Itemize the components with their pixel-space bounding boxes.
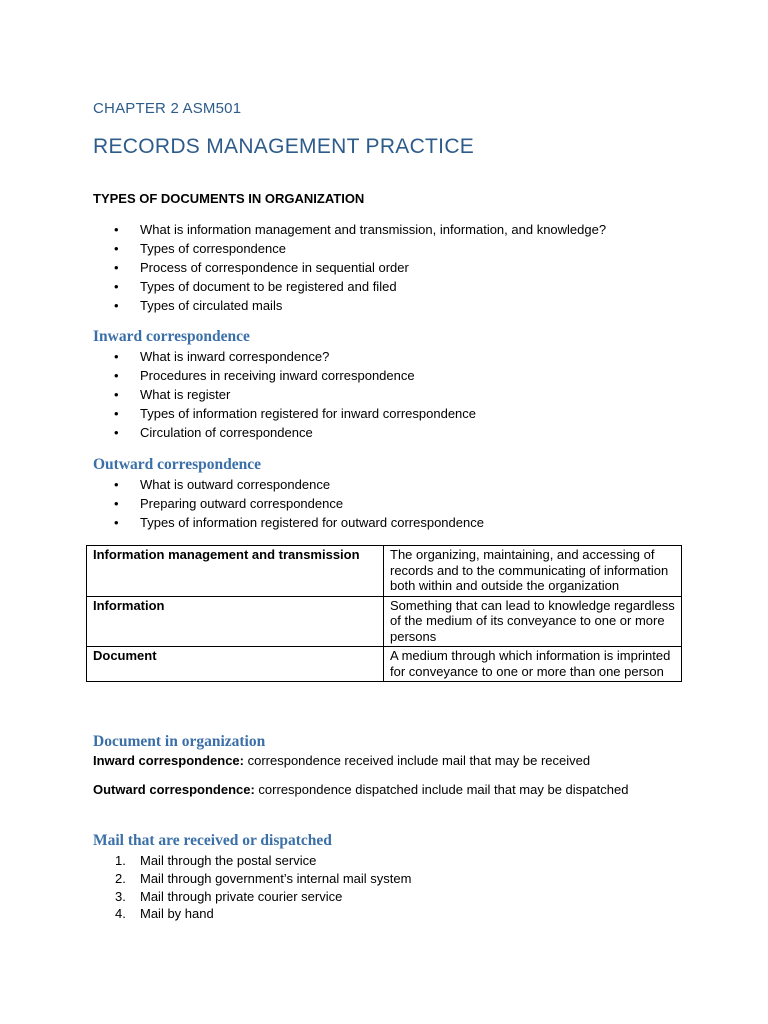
table-row — [87, 647, 682, 682]
item-number: 4. — [115, 906, 126, 921]
mail-heading: Mail that are received or dispatched — [93, 832, 332, 849]
list-item: • Circulation of correspondence — [93, 423, 476, 442]
inward-list — [93, 347, 476, 442]
list-item: • Preparing outward correspondence — [93, 494, 484, 513]
item-number: 2. — [115, 871, 126, 886]
list-item: • Procedures in receiving inward correspondence — [93, 366, 476, 385]
list-item: • What is outward correspondence — [93, 475, 484, 494]
list-item — [93, 888, 411, 906]
item-number: 3. — [115, 888, 126, 904]
item-text: Mail through the postal service — [140, 853, 317, 868]
list-item — [93, 905, 411, 923]
term-cell: Information — [87, 596, 384, 647]
inward-definition-paragraph — [93, 752, 653, 770]
item-text: Mail through private courier service — [140, 888, 343, 904]
list-item: • Process of correspondence in sequential order — [93, 258, 606, 277]
term-cell: Information management and transmission — [87, 546, 384, 597]
list-item: • Types of document to be registered and filed — [93, 277, 606, 296]
list-item: • What is inward correspondence? — [93, 347, 476, 366]
item-text: Mail through government’s internal mail system — [140, 871, 412, 886]
list-item: • Types of circulated mails — [93, 296, 606, 315]
item-number: 1. — [115, 853, 126, 868]
doc-in-org-heading: Document in organization — [93, 733, 266, 750]
inward-heading: Inward correspondence — [93, 328, 250, 345]
mail-list — [93, 851, 411, 923]
definition-cell: Something that can lead to knowledge regardless of the medium of its conveyance to one or more persons — [384, 596, 682, 647]
list-item — [93, 851, 411, 870]
table-row — [87, 596, 682, 647]
list-item: • Types of information registered for outward correspondence — [93, 513, 484, 532]
inward-text: correspondence received include mail that may be received — [243, 753, 591, 768]
outward-label: Outward correspondence: — [93, 782, 255, 797]
table-row — [87, 546, 682, 597]
definition-cell: The organizing, maintaining, and accessing of records and to the communicating of information both within and outside the organization — [384, 546, 682, 597]
list-item — [93, 870, 411, 888]
list-item: • What is information management and transmission, information, and knowledge? — [93, 220, 606, 239]
inward-label: Inward correspondence: — [93, 753, 244, 768]
intro-list — [93, 220, 606, 315]
outward-list — [93, 475, 484, 532]
list-item: • Types of information registered for inward correspondence — [93, 404, 476, 423]
list-item: • What is register — [93, 385, 476, 404]
outward-heading: Outward correspondence — [93, 456, 262, 473]
term-cell: Document — [87, 647, 384, 682]
definitions-table — [86, 545, 682, 682]
section-subheading: TYPES OF DOCUMENTS IN ORGANIZATION — [93, 191, 365, 206]
page-title: RECORDS MANAGEMENT PRACTICE — [93, 135, 475, 158]
chapter-label: CHAPTER 2 ASM501 — [93, 100, 242, 117]
item-text: Mail by hand — [140, 906, 214, 921]
outward-text: correspondence dispatched include mail that may be dispatched — [254, 782, 629, 797]
outward-definition-paragraph — [93, 781, 653, 799]
list-item: • Types of correspondence — [93, 239, 606, 258]
definition-cell: A medium through which information is imprinted for conveyance to one or more than one person — [384, 647, 682, 682]
